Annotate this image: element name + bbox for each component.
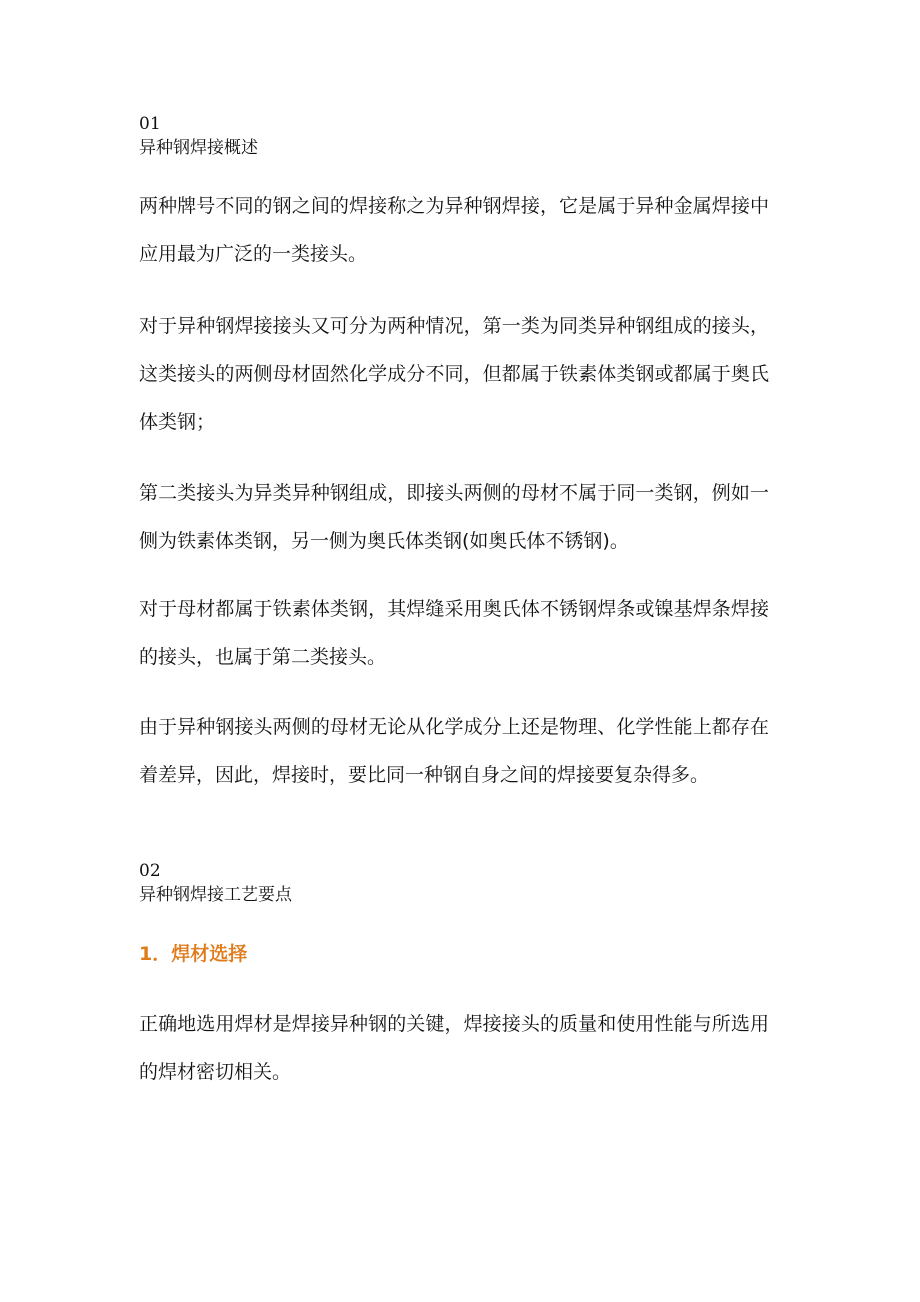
subsection-heading: 1．焊材选择 [139, 943, 248, 965]
paragraph: 对于母材都属于铁素体类钢，其焊缝采用奥氏体不锈钢焊条或镍基焊条焊接的接头，也属于第二类接头。 [139, 598, 769, 668]
section-title: 异种钢焊接工艺要点 [139, 885, 292, 905]
paragraph: 对于异种钢焊接接头又可分为两种情况，第一类为同类异种钢组成的接头，这类接头的两侧母材固然化学成分不同，但都属于铁素体类钢或都属于奥氏体类钢； [139, 315, 769, 433]
section-title: 异种钢焊接概述 [139, 138, 258, 158]
section-number: 01 [139, 114, 161, 134]
paragraph: 第二类接头为异类异种钢组成，即接头两侧的母材不属于同一类钢，例如一侧为铁素体类钢，另一侧为奥氏体类钢(如奥氏体不锈钢)。 [139, 482, 769, 552]
section-number: 02 [139, 861, 161, 881]
paragraph: 正确地选用焊材是焊接异种钢的关键，焊接接头的质量和使用性能与所选用的焊材密切相关。 [139, 1013, 769, 1083]
paragraph: 两种牌号不同的钢之间的焊接称之为异种钢焊接，它是属于异种金属焊接中应用最为广泛的一类接头。 [139, 195, 769, 265]
paragraph: 由于异种钢接头两侧的母材无论从化学成分上还是物理、化学性能上都存在着差异，因此，焊接时，要比同一种钢自身之间的焊接要复杂得多。 [139, 716, 769, 786]
